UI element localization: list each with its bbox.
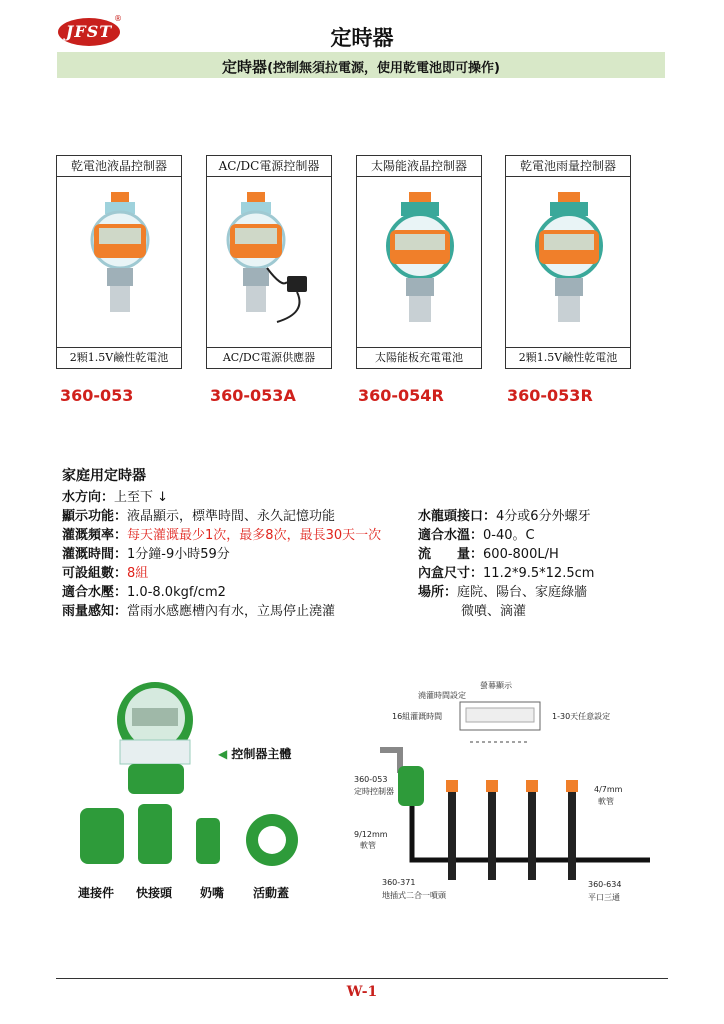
spec-location-extra: 微噴、滴灌 [461, 604, 527, 619]
spec-groups: 可設組數：8組 [62, 566, 149, 581]
pipe-small-sub: 軟管 [598, 797, 614, 806]
banner-sub: (控制無須拉電源，使用乾電池即可操作) [267, 61, 500, 76]
banner-main: 定時器 [222, 58, 268, 76]
main-body-caption: ◀ 控制器主體 [218, 747, 292, 761]
controller-name: 定時控制器 [354, 787, 394, 796]
irrigation-time-label: 澆灌時間設定 [418, 691, 466, 700]
banner-text [57, 56, 665, 77]
page-number: W-1 [346, 984, 378, 1000]
product-power: 2顆1.5V鹼性乾電池 [506, 347, 630, 368]
product-name: AC/DC電源控制器 [207, 156, 331, 177]
product-card-4 [505, 155, 631, 369]
tee-name: 平口三通 [588, 893, 620, 902]
spec-title: 家庭用定時器 [62, 468, 146, 484]
product-name: 乾電池液晶控制器 [57, 156, 181, 177]
part-label-2: 快接頭 [136, 886, 173, 900]
spec-faucet: 水龍頭接口：4分或6分外螺牙 [418, 509, 591, 524]
footer-divider [56, 978, 668, 979]
section-banner [57, 52, 665, 78]
product-name: 乾電池雨量控制器 [506, 156, 630, 177]
tee-code: 360-634 [588, 880, 622, 889]
pipe-small: 4/7mm [594, 785, 623, 794]
pipe-main: 9/12mm [354, 830, 388, 839]
stake-code: 360-371 [382, 878, 416, 887]
pipe-main-sub: 軟管 [360, 841, 376, 850]
spec-water-direction: 水方向：上至下 ↓ [62, 490, 169, 505]
product-power: 2顆1.5V鹼性乾電池 [57, 347, 181, 368]
spec-location: 場所：庭院、陽台、家庭綠牆 [418, 585, 588, 600]
timer-rain-image [506, 178, 630, 346]
product-name: 太陽能液晶控制器 [357, 156, 481, 177]
timer-battery-image [57, 178, 181, 346]
registered-mark: ® [114, 14, 122, 23]
days-label: 1-30天任意設定 [552, 712, 611, 721]
controller-code: 360-053 [354, 775, 388, 784]
timer-solar-image [357, 178, 481, 346]
product-code-1: 360-053 [60, 386, 134, 405]
brand-logo: JFST [58, 18, 120, 46]
page-title: 定時器 [330, 26, 394, 50]
part-label-3: 奶嘴 [200, 886, 225, 900]
product-card-1 [56, 155, 182, 369]
spec-frequency: 灌溉頻率：每天灌溉最少1次，最多8次，最長30天一次 [62, 528, 382, 543]
product-code-4: 360-053R [507, 386, 593, 405]
screen-label: 螢幕顯示 [480, 681, 512, 690]
spec-temperature: 適合水溫：0-40。C [418, 528, 535, 543]
product-card-3 [356, 155, 482, 369]
product-code-2: 360-053A [210, 386, 296, 405]
spec-rain-sensor: 雨量感知：當雨水感應槽內有水，立馬停止澆灌 [62, 604, 336, 619]
product-card-2 [206, 155, 332, 369]
spec-flow: 流 量：600-800L/H [418, 547, 559, 562]
spec-pressure: 適合水壓：1.0-8.0kgf/cm2 [62, 585, 226, 600]
part-label-1: 連接件 [78, 886, 115, 900]
timer-acdc-image [207, 178, 331, 346]
spec-duration: 灌溉時間：1分鐘-9小時59分 [62, 547, 230, 562]
product-power: 太陽能板充電電池 [357, 347, 481, 368]
parts-illustration [70, 680, 310, 890]
spec-box-size: 內盒尺寸：11.2*9.5*12.5cm [418, 566, 595, 581]
product-power: AC/DC電源供應器 [207, 347, 331, 368]
stake-name: 地插式二合一噴頭 [382, 891, 446, 900]
product-code-3: 360-054R [358, 386, 444, 405]
part-label-4: 活動蓋 [253, 886, 290, 900]
groups-label: 16組灌溉時間 [392, 712, 443, 721]
spec-display: 顯示功能：液晶顯示，標準時間、永久記憶功能 [62, 509, 336, 524]
